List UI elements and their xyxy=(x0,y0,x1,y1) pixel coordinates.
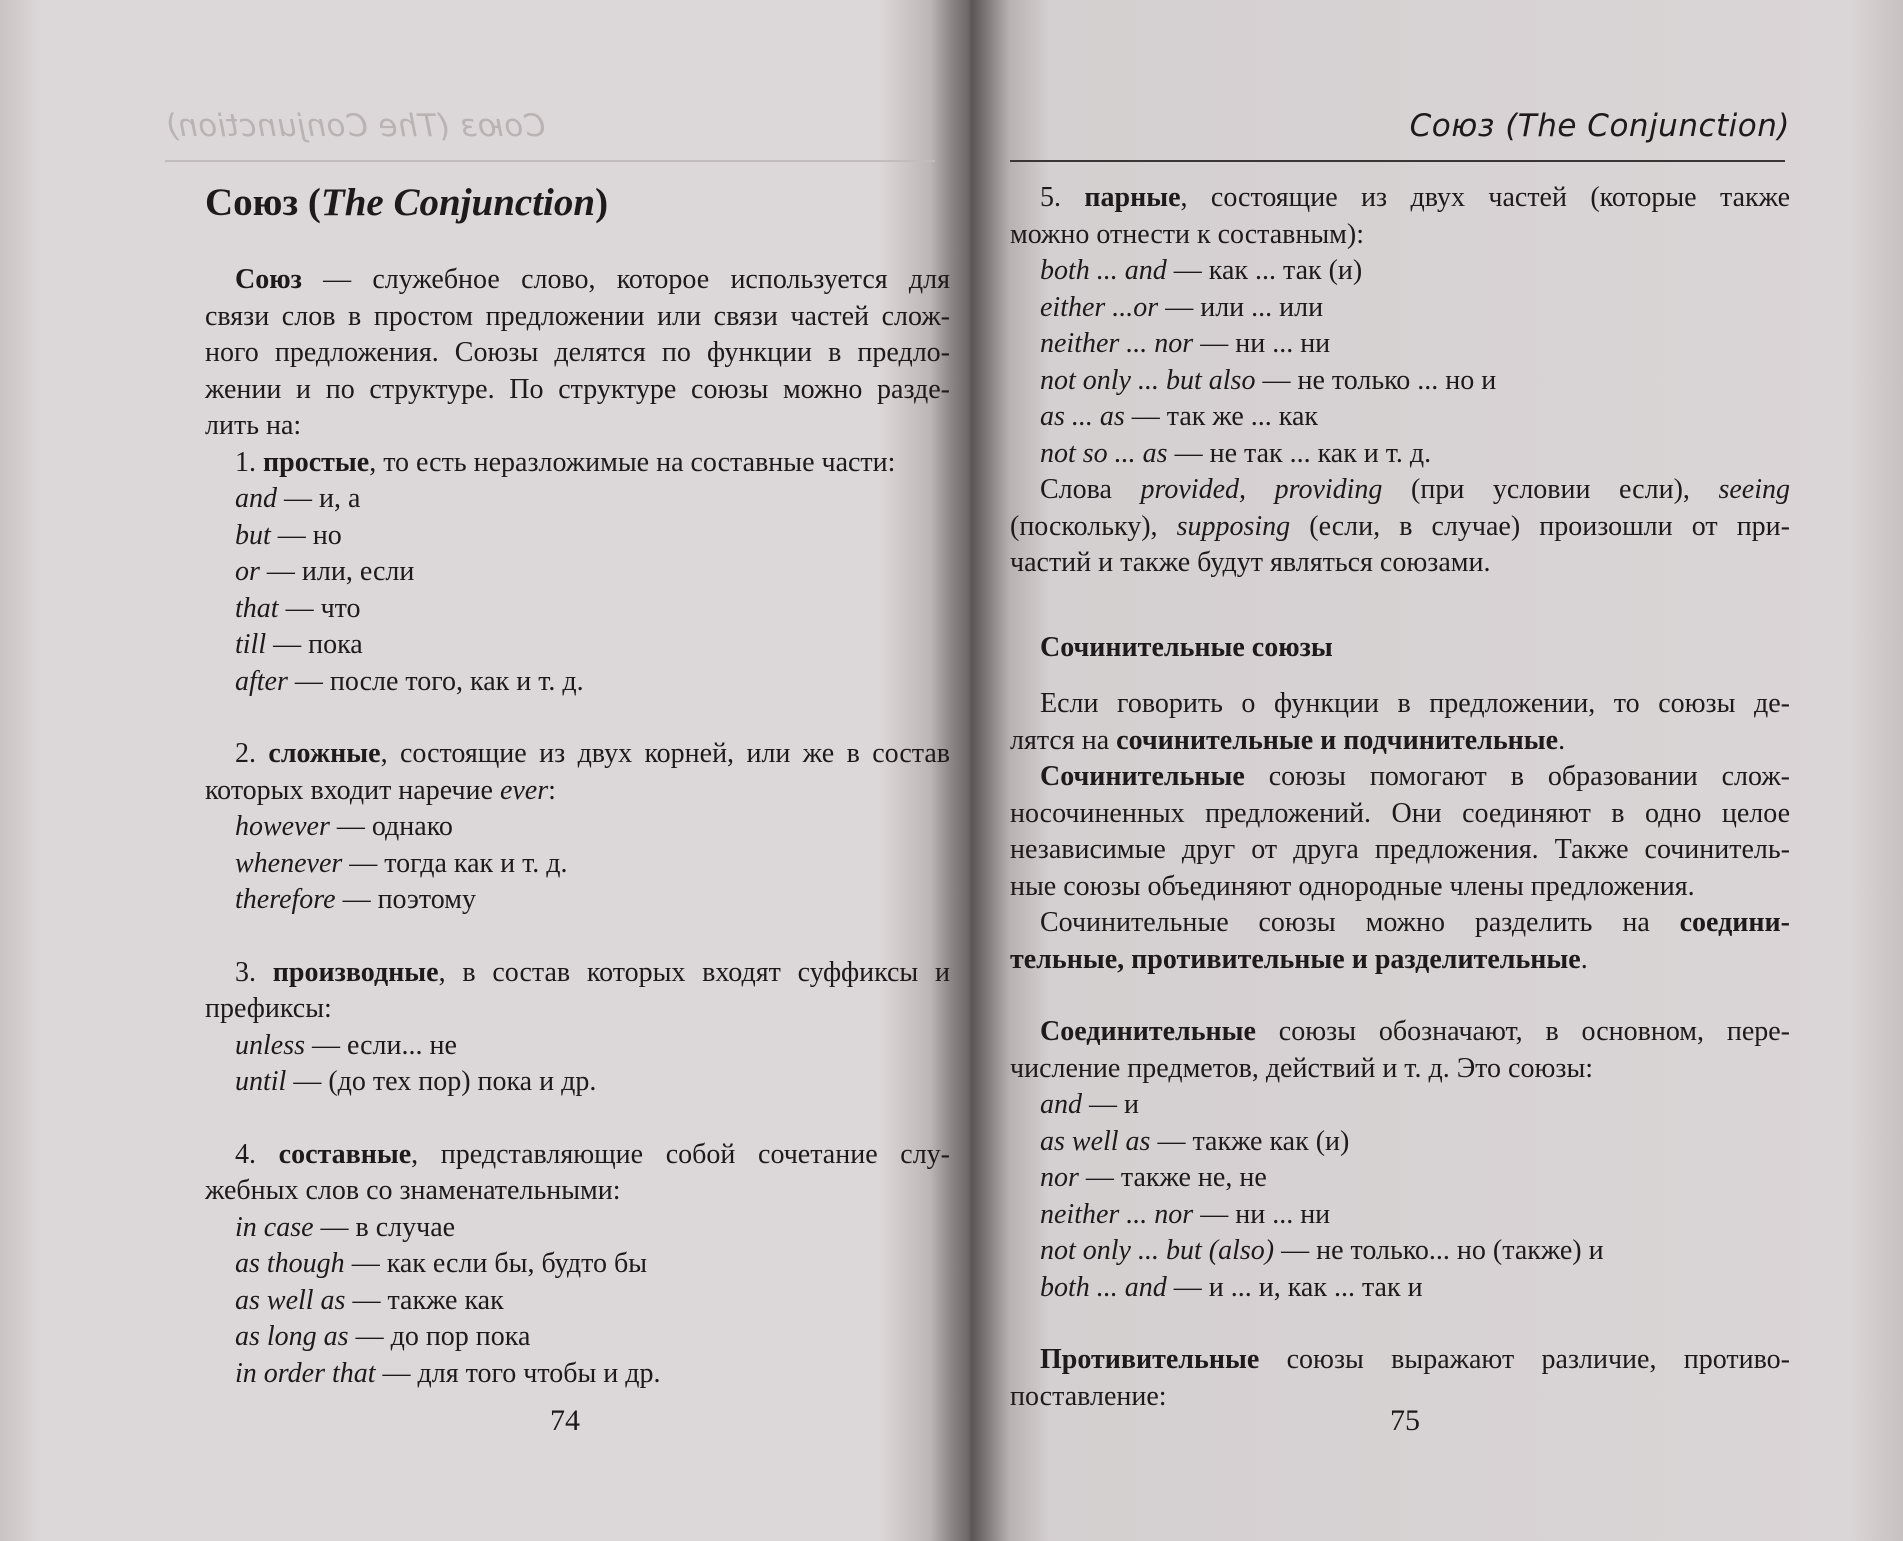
list-item: both ... and — как ... так (и) xyxy=(1040,255,1363,286)
list-item: but — но xyxy=(235,519,342,551)
func-para-line: лятся на сочинительные и подчинительные. xyxy=(1010,724,1566,756)
section-1-heading: 1. простые, то есть неразложимые на составные части: xyxy=(235,446,896,478)
right-running-head: Союз (The Conjunction) xyxy=(1409,108,1790,144)
intro-line: жении и по структуре. По структуре союзы можно разде- xyxy=(205,373,950,405)
advers-para-line: Противительные союзы выражают различие, противо- xyxy=(1040,1344,1790,1375)
list-item: in order that — для того чтобы и др. xyxy=(235,1357,661,1389)
right-page-number: 75 xyxy=(1390,1404,1420,1437)
list-item: after — после того, как и т. д. xyxy=(235,665,584,697)
section-5-line: можно отнести к составным): xyxy=(1010,218,1364,250)
conn-para-line: числение предметов, действий и т. д. Это союзы: xyxy=(1010,1052,1594,1084)
list-item: that — что xyxy=(235,592,361,624)
advers-para-line: поставление: xyxy=(1010,1380,1167,1412)
right-page xyxy=(1010,0,1790,1541)
list-item: unless — если... не xyxy=(235,1029,457,1061)
list-item: and — и xyxy=(1040,1089,1139,1120)
list-item: in case — в случае xyxy=(235,1211,456,1243)
list-item: therefore — поэтому xyxy=(235,884,476,915)
list-item: as ... as — так же ... как xyxy=(1040,401,1319,432)
words-para-line: (поскольку), supposing (если, в случае) произошли от при- xyxy=(1010,510,1790,542)
left-header-rule xyxy=(165,160,935,162)
right-body xyxy=(1010,180,1790,1415)
left-body xyxy=(205,262,950,1392)
list-item: until — (до тех пор) пока и др. xyxy=(235,1066,597,1097)
func-para-line: Если говорить о функции в предложении, то союзы де- xyxy=(1040,688,1790,719)
section-2-heading: 2. сложные, состоящие из двух корней, или же в состав xyxy=(235,738,951,769)
list-item: as well as — также как (и) xyxy=(1040,1125,1350,1157)
intro-line: связи слов в простом предложении или связи частей слож- xyxy=(205,300,950,332)
coord-para-line: независимые друг от друга предложения. Также сочинитель- xyxy=(1010,834,1790,865)
section-2-line: которых входит наречие ever: xyxy=(205,774,556,806)
section-3-heading: 3. производные, в состав которых входят суффиксы и xyxy=(235,956,950,988)
left-page-number: 74 xyxy=(550,1404,580,1437)
list-item: whenever — тогда как и т. д. xyxy=(235,847,568,879)
intro-line: лить на: xyxy=(205,410,302,441)
section-4-line: жебных слов со знаменательными: xyxy=(205,1175,621,1206)
section-4-heading: 4. составные, представляющие собой сочетание слу- xyxy=(235,1138,950,1170)
intro-line: Союз — служебное слово, которое используется для xyxy=(235,264,950,295)
list-item: not only ... but also — не только ... но и xyxy=(1040,364,1497,396)
left-page xyxy=(165,0,951,1541)
section-heading: Сочинительные союзы xyxy=(1040,631,1333,663)
list-item: and — и, а xyxy=(235,483,361,514)
intro-line: ного предложения. Союзы делятся по функции в предло- xyxy=(205,337,950,368)
coord-para-line: ные союзы объединяют однородные члены предложения. xyxy=(1010,870,1695,902)
list-item: both ... and — и ... и, как ... так и xyxy=(1040,1271,1423,1303)
right-header-rule xyxy=(1010,160,1785,162)
list-item: not so ... as — не так ... как и т. д. xyxy=(1040,437,1432,469)
list-item: not only ... but (also) — не только... но (также) и xyxy=(1040,1235,1604,1266)
divide-para-line: Сочинительные союзы можно разделить на соедини- xyxy=(1040,907,1790,938)
list-item: either ...or — или ... или xyxy=(1040,291,1324,323)
list-item: as well as — также как xyxy=(235,1284,504,1316)
section-3-line: префиксы: xyxy=(205,993,332,1024)
list-item: as long as — до пор пока xyxy=(235,1321,531,1352)
list-item: neither ... nor — ни ... ни xyxy=(1040,328,1331,359)
list-item: as though — как если бы, будто бы xyxy=(235,1248,648,1279)
words-para-line: частий и также будут являться союзами. xyxy=(1010,547,1491,578)
list-item: nor — также не, не xyxy=(1040,1162,1267,1193)
list-item: neither ... nor — ни ... ни xyxy=(1040,1198,1331,1230)
chapter-title: Союз (The Conjunction) xyxy=(205,181,609,224)
left-running-head: Союз (The Conjunction) xyxy=(165,108,546,144)
coord-para-line: носочиненных предложений. Они соединяют в одно целое xyxy=(1010,797,1790,829)
list-item: till — пока xyxy=(235,629,363,660)
list-item: or — или, если xyxy=(235,556,415,587)
divide-para-line: тельные, противительные и разделительные. xyxy=(1010,943,1588,975)
coord-para-line: Сочинительные союзы помогают в образовании слож- xyxy=(1040,761,1790,792)
words-para-line: Слова provided, providing (при условии если), seeing xyxy=(1040,474,1790,505)
section-5-heading: 5. парные, состоящие из двух частей (которые также xyxy=(1040,182,1790,213)
list-item: however — однако xyxy=(235,811,453,842)
conn-para-line: Соединительные союзы обозначают, в основном, пере- xyxy=(1040,1016,1790,1047)
